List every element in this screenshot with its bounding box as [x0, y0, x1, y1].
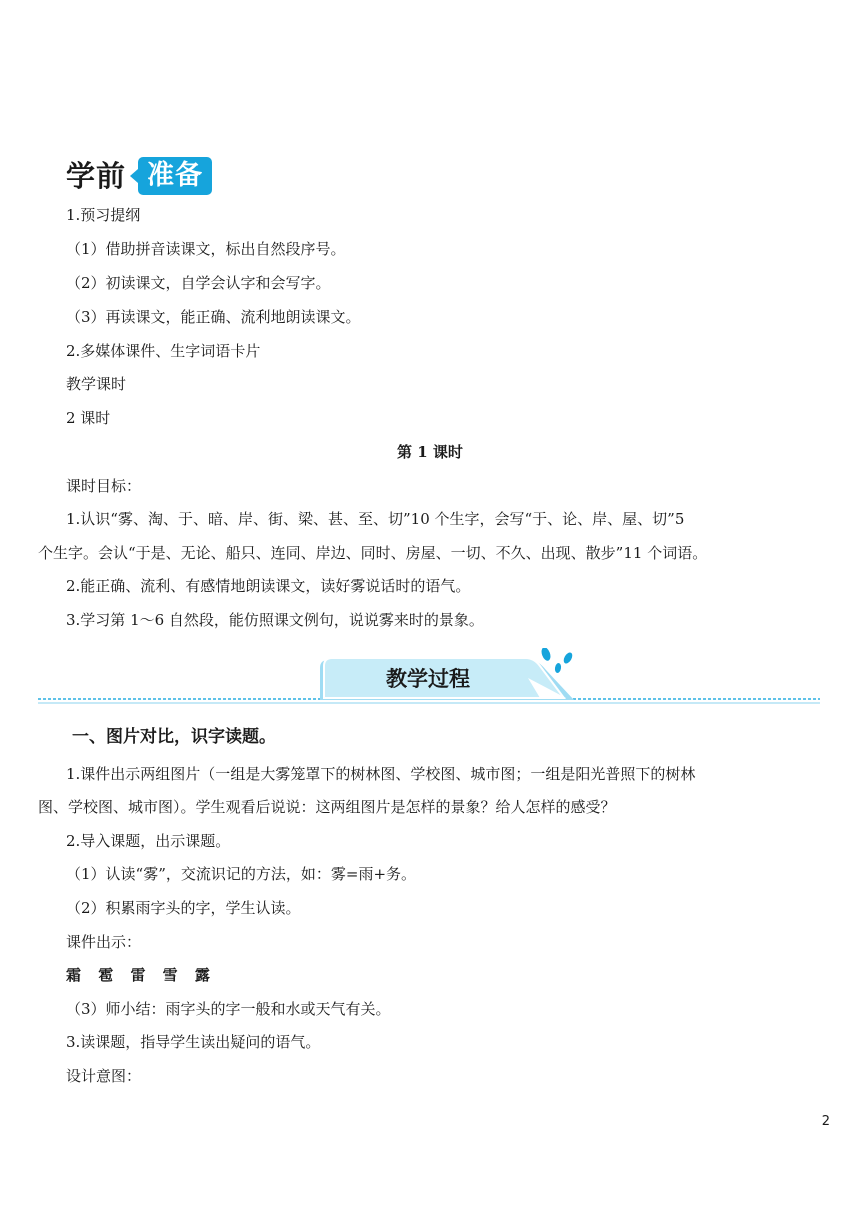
prep-line: 2 课时 — [66, 409, 111, 427]
lesson-title: 第 1 课时 — [397, 443, 463, 461]
page-number: 2 — [821, 1114, 830, 1129]
prep-line: （2）初读课文，自学会认字和会写字。 — [66, 274, 331, 292]
goal-line: 1.认识“雾、淘、于、暗、岸、街、梁、甚、至、切”10 个生字，会写“于、论、岸、屋、切”5 — [66, 510, 685, 528]
section-1-line: 设计意图： — [66, 1067, 142, 1085]
section-1-line: 2.导入课题，出示课题。 — [66, 832, 231, 850]
section-1-line: 3.读课题，指导学生读出疑问的语气。 — [66, 1033, 321, 1051]
section-1-line: （3）师小结：雨字头的字一般和水或天气有关。 — [66, 1000, 391, 1018]
section-1-line: 1.课件出示两组图片（一组是大雾笼罩下的树林图、学校图、城市图；一组是阳光普照下的树林 — [66, 765, 696, 783]
rain-radical-chars: 霜 雹 雷 雪 露 — [66, 966, 216, 984]
prep-header-arrow-icon — [130, 169, 138, 183]
section-1-title: 一、图片对比，识字读题。 — [72, 727, 276, 747]
prep-header-dark-label: 学前 — [66, 159, 127, 193]
section-1-line: （2）积累雨字头的字，学生认读。 — [66, 899, 301, 917]
prep-line: （3）再读课文，能正确、流利地朗读课文。 — [66, 308, 361, 326]
goal-line: 3.学习第 1～6 自然段，能仿照课文例句，说说雾来时的景象。 — [66, 611, 484, 629]
goal-line: 2.能正确、流利、有感情地朗读课文，读好雾说话时的语气。 — [66, 577, 471, 595]
prep-line: 教学课时 — [66, 375, 127, 393]
goals-label: 课时目标： — [66, 477, 142, 495]
section-1-line: 图、学校图、城市图）。学生观看后说说：这两组图片是怎样的景象？给人怎样的感受？ — [38, 798, 616, 816]
prep-header-blue-label: 准备 — [138, 157, 212, 195]
goal-line: 个生字。会认“于是、无论、船只、连同、岸边、同时、房屋、一切、不久、出现、散步”11 个词语。 — [38, 544, 708, 562]
prep-line: （1）借助拼音读课文，标出自然段序号。 — [66, 240, 346, 258]
teaching-process-banner — [38, 648, 820, 708]
section-1-line: 课件出示： — [66, 933, 142, 951]
section-1-line: （1）认读“雾”，交流识记的方法，如：雾=雨+务。 — [66, 865, 417, 883]
prep-line: 1.预习提纲 — [66, 206, 141, 224]
prep-line: 2.多媒体课件、生字词语卡片 — [66, 342, 261, 360]
banner-label: 教学过程 — [386, 667, 470, 691]
prep-section-header — [66, 154, 212, 198]
